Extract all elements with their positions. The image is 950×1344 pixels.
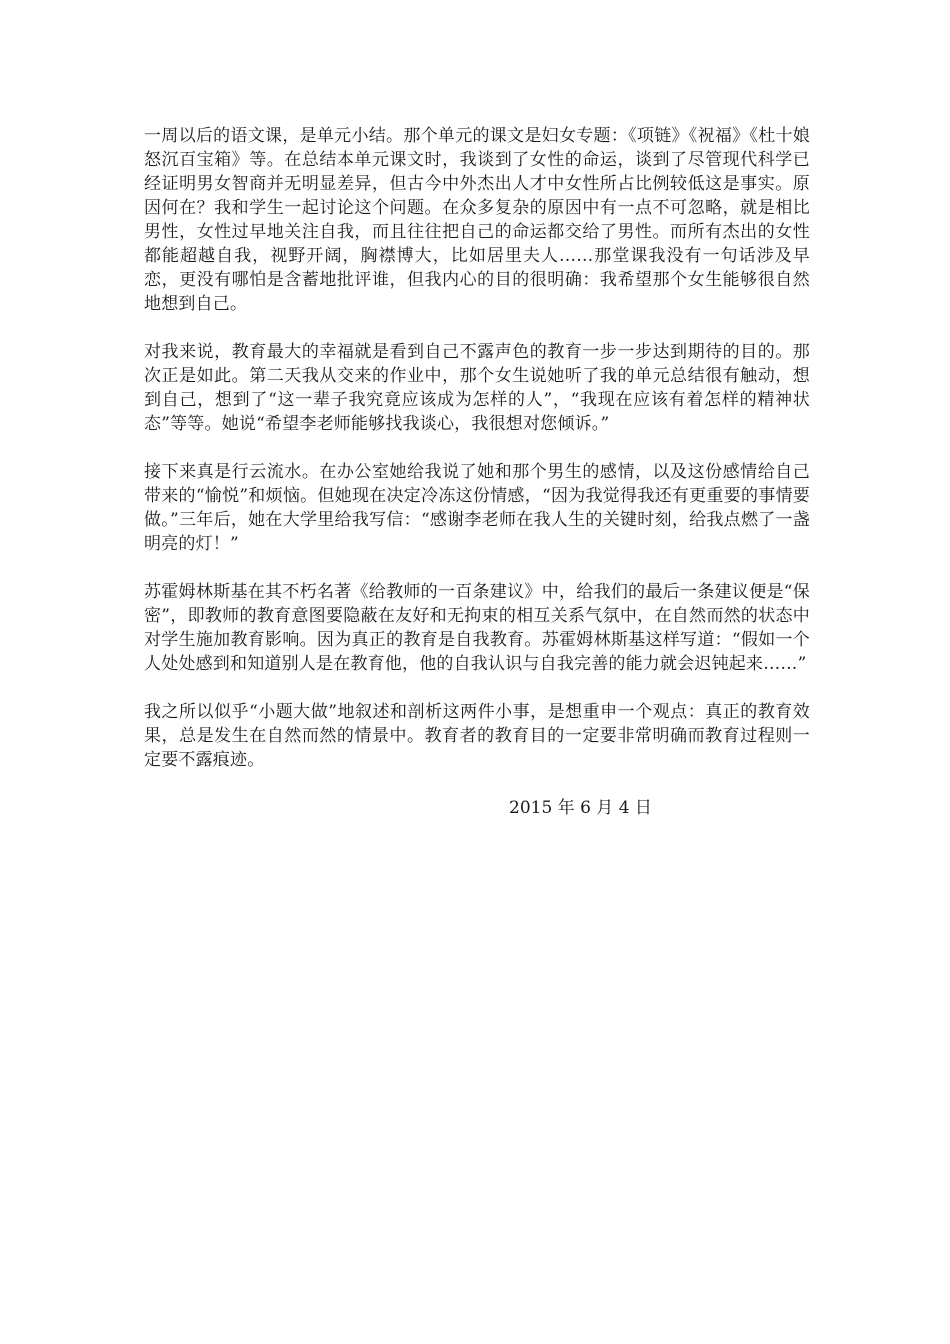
document-body [144, 124, 810, 820]
paragraph-1: 一周以后的语文课，是单元小结。那个单元的课文是妇女专题：《项链》《祝福》《杜十娘怒沉百宝箱》等。在总结本单元课文时，我谈到了女性的命运，谈到了尽管现代科学已经证明男女智商并无明显差异，但古今中外杰出人才中女性所占比例较低这是事实。原因何在？我和学生一起讨论这个问题。在众多复杂的原因中有一点不可忽略，就是相比男性，女性过早地关注自我，而且往往把自己的命运都交给了男性。而所有杰出的女性都能超越自我，视野开阔，胸襟博大，比如居里夫人……那堂课我没有一句话涉及早恋，更没有哪怕是含蓄地批评谁，但我内心的目的很明确：我希望那个女生能够很自然地想到自己。 [144, 126, 810, 314]
paragraph-2: 对我来说，教育最大的幸福就是看到自己不露声色的教育一步一步达到期待的目的。那次正是如此。第二天我从交来的作业中，那个女生说她听了我的单元总结很有触动，想到自己，想到了“这一辈子我究竟应该成为怎样的人”，“我现在应该有着怎样的精神状态”等等。她说“希望李老师能够找我谈心，我很想对您倾诉。” [144, 342, 810, 434]
paragraph-5: 我之所以似乎“小题大做”地叙述和剖析这两件小事，是想重申一个观点：真正的教育效果，总是发生在自然而然的情景中。教育者的教育目的一定要非常明确而教育过程则一定要不露痕迹。 [144, 702, 810, 770]
paragraph-4: 苏霍姆林斯基在其不朽名著《给教师的一百条建议》中，给我们的最后一条建议便是“保密”，即教师的教育意图要隐蔽在友好和无拘束的相互关系气氛中，在自然而然的状态中对学生施加教育影响。因为真正的教育是自我教育。苏霍姆林斯基这样写道：“假如一个人处处感到和知道别人是在教育他，他的自我认识与自我完善的能力就会迟钝起来……” [144, 582, 810, 674]
document-date: 2015 年 6 月 4 日 [509, 798, 652, 818]
paragraph-3: 接下来真是行云流水。在办公室她给我说了她和那个男生的感情，以及这份感情给自己带来的“愉悦”和烦恼。但她现在决定冷冻这份情感，“因为我觉得我还有更重要的事情要做。”三年后，她在大学里给我写信：“感谢李老师在我人生的关键时刻，给我点燃了一盏明亮的灯！” [144, 462, 810, 554]
